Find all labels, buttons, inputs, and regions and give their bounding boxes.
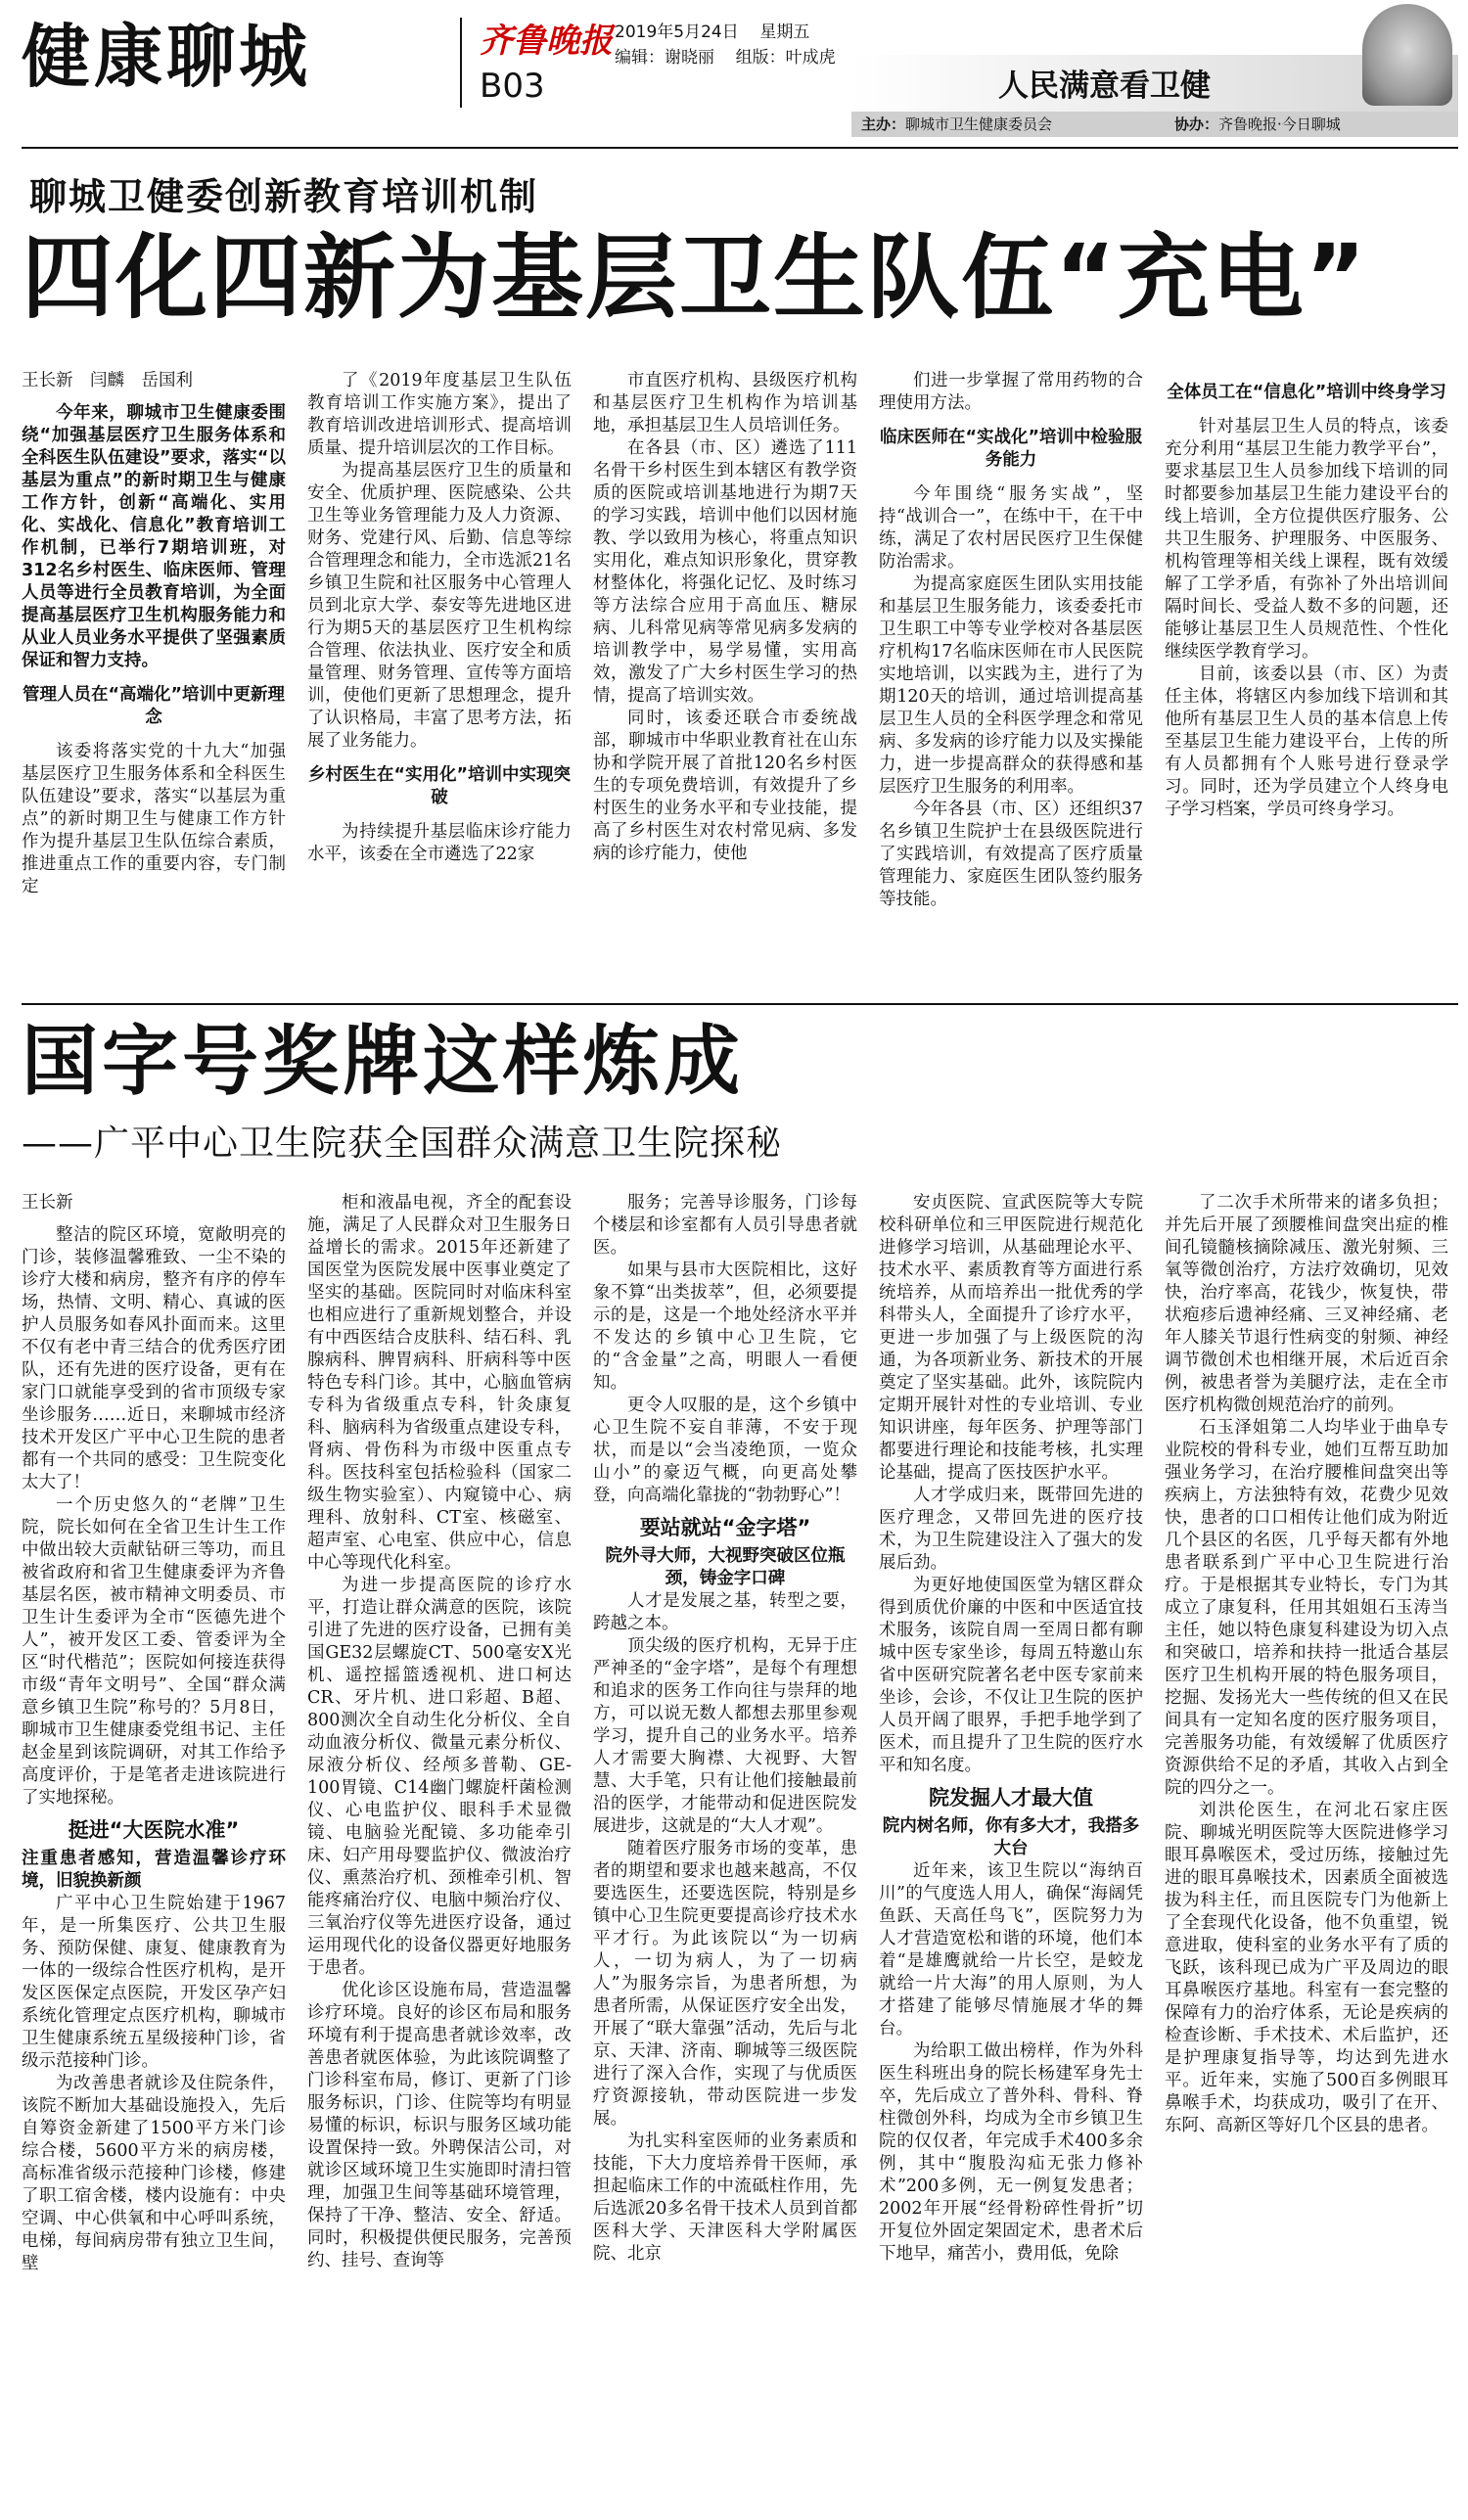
article1-paragraph: 了《2019年度基层卫生队伍教育培训工作实施方案》，提出了教育培训改进培训形式、提高培训质量、提升培训层次的工作目标。	[307, 371, 572, 458]
article2-paragraph: 刘洪伦医生，在河北石家庄医院、聊城光明医院等大医院进修学习眼耳鼻喉医术，受过历练，接触过先进的眼耳鼻喉技术，因素质全面被选拔为科主任，而且医院专门为他新上了全套现代化设备，他不负重望，锐意进取，使科室的业务水平有了质的飞跃，该科现已成为广平及周边的眼耳鼻喉医疗基地。科室有一套完整的保障有力的治疗体系，无论是疾病的检查诊断、手术技术、术后监护，还是护理康复指导等，均达到先进水平。近年来，实施了500百多例眼耳鼻喉手术，均获成功，吸引了在开、东阿、高新区等好几个区县的患者。	[1165, 1801, 1448, 2135]
article1-paragraph: 在各县（市、区）遴选了111名骨干乡村医生到本辖区有教学资质的医院或培训基地进行为期7天的学习实践，培训中他们以因材施教、学以致用为核心，将重点知识实用化，难点知识形象化，贯穿教材整体化，将强化记忆、及时练习等方法综合应用于高血压、糖尿病、儿科常见病等常见病多发病的培训教学中，易学易懂，实用高效，激发了广大乡村医生学习的热情，提高了培训实效。	[593, 438, 857, 706]
article1-paragraph: 同时，该委还联合市委统战部，聊城市中华职业教育社在山东协和学院开展了首批120名乡村医生的专项免费培训，有效提升了乡村医生的业务水平和专业技能，提高了乡村医生对农村常见病、多发病的诊疗能力，使他	[593, 709, 857, 863]
article1-subhead-3: 临床医师在“实战化”培训中检验服务能力	[879, 428, 1142, 470]
staff-line	[615, 43, 836, 68]
article2-byline: 王长新	[22, 1193, 73, 1213]
article2-paragraph: 为更好地使国医堂为辖区群众得到质优价廉的中医和中医适宜技术服务，该院自周一至周日都有聊城中医专家坐诊，每周五特邀山东省中医研究院著名老中医专家前来坐诊，会诊，不仅让卫生院的医护人员开阔了眼界，手把手地学到了医术，而且提升了卫生院的医疗水平和知名度。	[879, 1576, 1143, 1775]
editor-credit: 编辑：谢晓丽	[615, 48, 714, 68]
article1-paragraph: 们进一步掌握了常用药物的合理使用方法。	[879, 371, 1143, 413]
article1-kicker: 聊城卫健委创新教育培训机制	[29, 175, 539, 218]
article2-section-heading-2: 要站就站“金字塔”	[639, 1516, 811, 1539]
article2-headline: 国字号奖牌这样炼成	[22, 1018, 745, 1106]
article-divider	[22, 1003, 1458, 1005]
article2-paragraph: 优化诊区设施布局，营造温馨诊疗环境。良好的诊区布局和服务环境有利于提高患者就诊效率，改善患者就医体验，为此该院调整了门诊科室布局，修订、更新了门诊服务标识，门诊、住院等均有明显易懂的标识，标识与服务区域功能设置保持一致。外聘保洁公司，对就诊区域环境卫生实施即时清扫管理，加强卫生间等基础环境管理，保持了干净、整洁、安全、舒适。同时，积极提供便民服务，完善预约、挂号、查询等	[307, 1981, 572, 2270]
article1-paragraph: 今年围绕“服务实战”，坚持“战训合一”，在练中干，在干中练，满足了农村居民医疗卫生保健防治需求。	[879, 484, 1143, 572]
article2-column-1	[22, 1192, 286, 2508]
article2-paragraph: 石玉泽姐第二人均毕业于曲阜专业院校的骨科专业，她们互帮互助加强业务学习，在治疗腰椎间盘突出等疾病上，方法独特有效，花费少见效快，患者的口口相传让他们成为附近几个县区的名医，几乎每天都有外地患者联系到广平中心卫生院进行治疗。于是根据其专业特长，专门为其成立了康复科，任用其姐姐石玉涛当主任，她以特色康复科建设为切入点和突破口，培养和扶持一批适合基层医疗卫生机构开展的特色服务项目，挖掘、发扬光大一些传统的但又在民间具有一定知名度的医疗服务项目，完善服务功能，有效缓解了优质医疗资源供给不足的矛盾，其收入占到全院的四分之一。	[1165, 1418, 1448, 1798]
article2-paragraph: 了二次手术所带来的诸多负担；并先后开展了颈腰椎间盘突出症的椎间孔镜髓核摘除减压、激光射频、三氧等微创治疗，方法疗效确切，见效快，治疗率高，花钱少，恢复快，带状疱疹后遗神经痛、三叉神经痛、老年人膝关节退行性病变的射频、神经调节微创术也相继开展，术后近百余例，被患者誉为美腿疗法，走在全市医疗机构微创规范治疗的前列。	[1165, 1193, 1448, 1415]
article1-paragraph: 为持续提升基层临床诊疗能力水平，该委在全市遴选了22家	[307, 822, 572, 864]
article2-paragraph: 为改善患者就诊及住院条件，该院不断加大基础设施投入，先后自筹资金新建了1500平方米门诊综合楼，5600平方米的病房楼，高标准省级示范接种门诊楼，修建了职工宿舍楼，楼内设施有：中央空调、中心供氧和中心呼叫系统，电梯，每间病房带有独立卫生间，壁	[22, 2074, 286, 2273]
article2-paragraph: 柜和液晶电视，齐全的配套设施，满足了人民群众对卫生服务日益增长的需求。2015年还新建了国医堂为医院发展中医事业奠定了坚实的基础。医院同时对临床科室也相应进行了重新规划整合，并设有中西医结合皮肤科、结石科、乳腺病科、脾胃病科、肝病科等中医特色专科门诊。其中，心脑血管病专科为省级重点专科，针灸康复科、脑病科为省级重点建设专科，肾病、骨伤科为市级中医重点专科。医技科室包括检验科（国家二级生物实验室）、内窥镜中心、病理科、放射科、CT室、核磁室、超声室、心电室、供应中心，信息中心等现代化科室。	[307, 1193, 572, 1573]
article2-section-deck-2: 院外寻大师，大视野突破区位瓶颈，铸金字口碑	[605, 1546, 846, 1588]
article1-paragraph: 为提高家庭医生团队实用技能和基层卫生服务能力，该委委托市卫生职工中等专业学校对各基层医疗机构17名临床医师在市人民医院实地培训，以实践为主，进行了为期120天的培训，通过培训提高基层卫生人员的全科医学理念和常见病、多发病的诊疗能力以及实操能力，进一步提高群众的获得感和基层医疗卫生服务的利用率。	[879, 574, 1143, 797]
article2-section-deck-3: 院内树名师，你有多大才，我搭多大台	[882, 1816, 1140, 1858]
article1-subhead-2: 乡村医生在“实用化”培训中实现突破	[307, 765, 571, 807]
banner-title: 人民满意看卫健	[998, 69, 1211, 104]
article1-paragraph: 为提高基层医疗卫生的质量和安全、优质护理、医院感染、公共卫生等业务管理能力及人力资源、财务、党建行风、后勤、信息等综合管理理念和能力，全市选派21名乡镇卫生院和社区服务中心管理人员到北京大学、泰安等先进地区进行为期5天的基层医疗卫生机构综合管理、依法执业、医疗安全和质量管理、财务管理、宣传等方面培训，使他们更新了思想理念，提升了认识格局，丰富了思考方法，拓展了业务能力。	[307, 461, 572, 751]
article2-paragraph: 如果与县市大医院相比，这好象不算“出类拔萃”，但，必须要提示的是，这是一个地处经济水平并不发达的乡镇中心卫生院，它的“含金量”之高，明眼人一看便知。	[593, 1260, 857, 1393]
article2-paragraph: 为进一步提高医院的诊疗水平，打造让群众满意的医院，该院引进了先进的医疗设备，已拥有美国GE32层螺旋CT、500毫安X光机、遥控摇篮透视机、进口柯达CR、牙片机、进口彩超、B超、800测次全自动生化分析仪、全自动血液分析仪、微量元素分析仪、尿液分析仪、经颅多普勒、GE-100胃镜、C14幽门螺旋杆菌检测仪、心电监护仪、眼科手术显微镜、电脑验光配镜、多功能牵引床、妇产用母婴监护仪、微波治疗仪、熏蒸治疗机、颈椎牵引机、智能疼痛治疗仪、电脑中频治疗仪、三氧治疗仪等先进医疗设备，通过运用现代化的设备仪器更好地服务于患者。	[307, 1576, 572, 1978]
issue-date: 2019年5月24日	[615, 23, 739, 42]
article1-subhead-4: 全体员工在“信息化”培训中终身学习	[1167, 383, 1446, 402]
article2-section-heading-3: 院发掘人才最大值	[929, 1786, 1093, 1810]
article2-paragraph: 人才学成归来，既带回先进的医疗理念，又带回先进的医疗技术，为卫生院建设注入了强大的发展后劲。	[879, 1486, 1143, 1573]
article1-paragraph: 该委将落实党的十九大“加强基层医疗卫生服务体系和全科医生队伍建设”要求，落实“以基层为重点”的新时期卫生与健康工作方针作为提升基层卫生队伍综合素质，推进重点工作的重要内容，专门制定	[22, 742, 286, 896]
article2-section-heading-1: 挺进“大医院水准”	[68, 1818, 240, 1842]
article1-lead: 今年来，聊城市卫生健康委围绕“加强基层医疗卫生服务体系和全科医生队伍建设”要求，落实“以基层为重点”的新时期卫生与健康工作方针，创新“高端化、实用化、实战化、信息化”教育培训工作机制，已举行7期培训班，对312名乡村医生、临床医师、管理人员等进行全员教育培训，为全面提高基层医疗卫生机构服务能力和从业人员业务水平提供了坚强素质保证和智力支持。	[22, 403, 286, 670]
article1-column-5	[1165, 370, 1448, 986]
article2-column-5	[1165, 1192, 1448, 2508]
article2-column-2	[307, 1192, 572, 2508]
article1-paragraph: 今年各县（市、区）还组织37名乡镇卫生院护士在县级医院进行了实践培训，有效提高了医疗质量管理能力、家庭医生团队签约服务等技能。	[879, 800, 1143, 909]
section-title: 健康聊城	[22, 17, 311, 97]
masthead-rule	[22, 147, 1458, 149]
article2-paragraph: 服务；完善导诊服务，门诊每个楼层和诊室都有人员引导患者就医。	[593, 1193, 857, 1258]
article2-paragraph: 人才是发展之基，转型之要，跨越之本。	[593, 1591, 857, 1633]
article2-paragraph: 安贞医院、宣武医院等大专院校科研单位和三甲医院进行规范化进修学习培训，从基础理论水平、技术水平、素质教育等方面进行系统培养，从而培养出一批优秀的学科带头人，全面提升了诊疗水平，更进一步加强了与上级医院的沟通，为各项新业务、新技术的开展奠定了坚实基础。此外，该院院内定期开展针对性的专业培训、专业知识讲座，每年医务、护理等部门都要进行理论和技能考核，扎实理论基础，提高了医技医护水平。	[879, 1193, 1143, 1483]
article1-paragraph: 市直医疗机构、县级医疗机构和基层医疗卫生机构作为培训基地，承担基层卫生人员培训任务。	[593, 371, 857, 435]
page-number: B03	[480, 67, 545, 106]
article1-subhead-1: 管理人员在“高端化”培训中更新理念	[22, 685, 285, 727]
article2-paragraph: 顶尖级的医疗机构，无异于庄严神圣的“金字塔”，是每个有理想和追求的医务工作向往与崇拜的地方，可以说无数人都想去那里参观学习，提升自己的业务水平。培养人才需要大胸襟、大视野、大智慧、大手笔，只有让他们接触最前沿的医学，才能带动和促进医院发展进步，这就是的“大人才观”。	[593, 1636, 857, 1836]
masthead-divider	[460, 18, 462, 108]
issue-date-line	[615, 18, 809, 42]
article2-column-3	[593, 1192, 857, 2508]
article1-column-1	[22, 370, 286, 986]
designer-credit: 组版：叶成虎	[735, 48, 836, 68]
article1-paragraph: 针对基层卫生人员的特点，该委充分利用“基层卫生能力教学平台”，要求基层卫生人员参加线下培训的同时都要参加基层卫生能力建设平台的线上培训，全方位提供医疗服务、公共卫生服务、护理服务、中医服务、机构管理等相关线上课程，既有效缓解了工学矛盾，有弥补了外出培训间隔时间长、受益人数不多的问题，还能够让基层卫生人员规范性、个性化继续医学教育学习。	[1165, 417, 1448, 662]
article2-paragraph: 为给职工做出榜样，作为外科医生科班出身的院长杨建军身先士卒，先后成立了普外科、骨科、脊柱微创外科，均成为全市乡镇卫生院的仅仅者，年完成手术400多余例，其中“腹股沟疝无张力修补术”200多例，无一例复发患者；2002年开展“经骨粉碎性骨折”切开复位外固定架固定术，患者术后下地早，痛苦小，费用低，免除	[879, 2041, 1143, 2264]
banner-co-host	[1174, 114, 1341, 134]
article2-paragraph: 更令人叹服的是，这个乡镇中心卫生院不妄自菲薄，不安于现状，而是以“会当凌绝顶，一览众山小”的豪迈气概，向更高处攀登，向高端化靠拢的“勃勃野心”！	[593, 1396, 857, 1505]
article1-column-2	[307, 370, 572, 986]
banner-portrait-image	[1362, 4, 1452, 106]
article1-headline: 四化四新为基层卫生队伍“充电”	[22, 225, 1368, 332]
co-host-label: 协办：	[1174, 115, 1219, 133]
article1-byline: 王长新 闫麟 岳国利	[22, 371, 193, 390]
article2-section-deck-1: 注重患者感知，营造温馨诊疗环境，旧貌换新颜	[22, 1849, 286, 1891]
newspaper-logo: 齐鲁晚报	[480, 22, 613, 61]
article1-paragraph: 目前，该委以县（市、区）为责任主体，将辖区内参加线下培训和其他所有基层卫生人员的基本信息上传至基层卫生能力建设平台，上传的所有人员都拥有个人账号进行登录学习。同时，还为学员建立个人终身电子学习档案，学员可终身学习。	[1165, 664, 1448, 819]
host-label: 主办：	[861, 115, 906, 133]
article2-subhead: ——广平中心卫生院获全国群众满意卫生院探秘	[22, 1123, 783, 1164]
article1-column-4	[879, 370, 1143, 986]
article2-paragraph: 整洁的院区环境，宽敞明亮的门诊，装修温馨雅致、一尘不染的诊疗大楼和病房，整齐有序的停车场，热情、文明、精心、真诚的医护人员服务如春风扑面而来。这里不仅有老中青三结合的优秀医疗团队，还有先进的医疗设备，更有在家门口就能享受到的省市顶级专家坐诊服务……近日，来聊城市经济技术开发区广平中心卫生院的患者都有一个共同的感受：卫生院变化太大了！	[22, 1225, 286, 1492]
article2-paragraph: 一个历史悠久的“老牌”卫生院，院长如何在全省卫生计生工作中做出较大贡献钻研三等功，而且被省政府和省卫生健康委评为齐鲁基层名医，被市精神文明委员、市卫生计生委评为全市“医德先进个人”，被开发区工委、管委评为全区“时代楷范”；医院如何接连获得市级“青年文明号”、全国“群众满意乡镇卫生院”称号的？5月8日，聊城市卫生健康委党组书记、主任赵金星到该院调研，对其工作给予高度评价，于是笔者走进该院进行了实地探秘。	[22, 1495, 286, 1808]
article2-paragraph: 为扎实科室医师的业务素质和技能，下大力度培养骨干医师，承担起临床工作的中流砥柱作用，先后选派20多名骨干技术人员到首都医科大学、天津医科大学附属医院、北京	[593, 2131, 857, 2264]
article2-paragraph: 随着医疗服务市场的变革，患者的期望和要求也越来越高，不仅要选医生，还要选医院，特别是乡镇中心卫生院更要提高诊疗技术水平才行。为此该院以“为一切病人，一切为病人，为了一切病人”为服务宗旨，为患者所想，为患者所需，从保证医疗安全出发，开展了“联大靠强”活动，先后与北京、天津、济南、聊城等三级医院进行了深入合作，实现了与优质医疗资源接轨，带动医院进一步发展。	[593, 1839, 857, 2129]
host-name: 聊城市卫生健康委员会	[905, 115, 1053, 133]
issue-weekday: 星期五	[759, 23, 810, 42]
article2-paragraph: 近年来，该卫生院以“海纳百川”的气度选人用人，确保“海阔凭鱼跃、天高任鸟飞”，医院努力为人才营造宽松和谐的环境，他们本着“是雄鹰就给一片长空，是蛟龙就给一片大海”的用人原则，为人才搭建了能够尽情施展才华的舞台。	[879, 1861, 1143, 2039]
banner-host	[861, 114, 1052, 134]
article1-column-3	[593, 370, 857, 986]
article2-paragraph: 广平中心卫生院始建于1967年，是一所集医疗、公共卫生服务、预防保健、康复、健康教育为一体的一级综合性医疗机构，是开发区医保定点医院，开发区孕产妇系统化管理定点医疗机构，聊城市卫生健康系统五星级接种门诊，省级示范接种门诊。	[22, 1894, 286, 2071]
article2-column-4	[879, 1192, 1143, 2508]
co-host-name: 齐鲁晚报·今日聊城	[1218, 115, 1341, 133]
